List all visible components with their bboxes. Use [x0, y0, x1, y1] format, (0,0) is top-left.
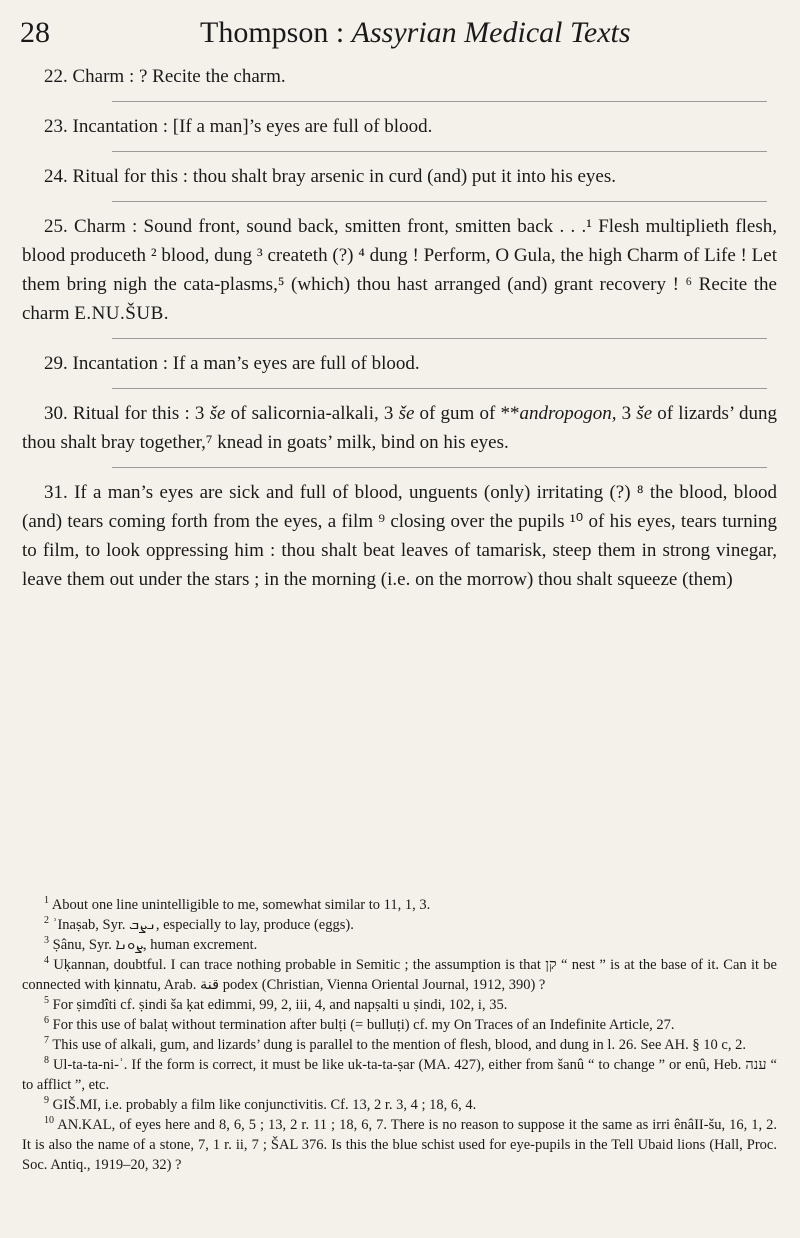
footnote	[22, 1015, 777, 1035]
entry-30-part: of lizards’ dung thou shalt bray together,⁷ knead in goats’ milk, bind on his eyes.	[22, 403, 778, 453]
footnote	[22, 1035, 777, 1055]
footnote-text: ʾInaṣab, Syr. ܢܨܒ, especially to lay, produce (eggs).	[52, 917, 354, 933]
divider	[112, 201, 767, 202]
footnote-marker: 6	[44, 1015, 49, 1027]
footnote-marker: 4	[44, 955, 49, 967]
divider	[112, 101, 767, 102]
footnotes	[22, 895, 777, 1175]
entry-30-part: 30. Ritual for this : 3	[44, 403, 210, 424]
divider	[112, 151, 767, 152]
entry-25-text: 25. Charm : Sound front, sound back, smitten front, smitten back . . .¹ Flesh multiplieth flesh, blood produceth ² blood, dung ³ createth (?) ⁴ dung ! Perform, O Gula, the high Charm of Life ! Let them bring nigh the cata-plasms,⁵ (which) thou hast arranged (and) grant recovery ! ⁶ Recite the charm	[22, 216, 777, 324]
entry-30-part: andropogon,	[519, 403, 617, 424]
footnote-text: Uḳannan, doubtful. I can trace nothing probable in Semitic ; the assumption is that קן “ nest ” is at the base of it. Can it be connected with ḳinnatu, Arab. قنة podex (Christian, Vienna Oriental Journal, 1912, 390) ?	[22, 957, 777, 993]
footnote-marker: 5	[44, 995, 49, 1007]
divider	[112, 467, 767, 468]
footnote-text: Ṣânu, Syr. ܨܘܢܐ, human excrement.	[52, 937, 258, 953]
entry-24: 24. Ritual for this : thou shalt bray arsenic in curd (and) put it into his eyes.	[44, 166, 617, 187]
footnote-text: This use of alkali, gum, and lizards’ dung is parallel to the mention of flesh, blood, and dung in l. 26. See AH. § 10 c, 2.	[52, 1037, 746, 1053]
entry-30	[22, 399, 777, 457]
divider	[112, 388, 767, 389]
entry-25-sumerogram: E.NU.ŠUB.	[74, 303, 169, 324]
footnote	[22, 1095, 777, 1115]
entry-29: 29. Incantation : If a man’s eyes are full of blood.	[44, 353, 420, 374]
footnote-text: About one line unintelligible to me, somewhat similar to 11, 1, 3.	[51, 897, 431, 913]
footnote-marker: 9	[44, 1095, 49, 1107]
running-title	[200, 16, 631, 50]
footnote	[22, 955, 777, 995]
entry-25	[22, 212, 777, 328]
footnote-marker: 1	[44, 895, 49, 907]
footnote	[22, 1115, 777, 1175]
entry-30-part: še	[636, 403, 653, 424]
running-header	[0, 12, 800, 52]
footnote	[22, 915, 777, 935]
entry-22: 22. Charm : ? Recite the charm.	[44, 66, 286, 87]
entry-30-part: še	[209, 403, 226, 424]
footnote-text: GIŠ.MI, i.e. probably a film like conjunctivitis. Cf. 13, 2 r. 3, 4 ; 18, 6, 4.	[52, 1097, 477, 1113]
footnote-text: For ṣimdîti cf. ṣindi ša ḳat edimmi, 99, 2, iii, 4, and napṣalti u ṣindi, 102, i, 35.	[52, 997, 508, 1013]
footnote	[22, 1055, 777, 1095]
page-number: 28	[20, 16, 50, 49]
footnote-marker: 10	[44, 1115, 54, 1127]
footnote	[22, 895, 777, 915]
footnote-marker: 2	[44, 915, 49, 927]
footnote	[22, 995, 777, 1015]
entry-31: 31. If a man’s eyes are sick and full of blood, unguents (only) irritating (?) ⁸ the blood, blood (and) tears coming forth from the eyes, a film ⁹ closing over the pupils ¹⁰ of his eyes, tears turning to film, to look oppressing him : thou shalt beat leaves of tamarisk, steep them in strong vinegar, leave them out under the stars ; in the morning (i.e. on the morrow) thou shalt squeeze (them)	[22, 482, 777, 590]
footnote-marker: 8	[44, 1055, 49, 1067]
main-text	[22, 62, 777, 594]
entry-30-part: of salicornia-alkali, 3	[225, 403, 399, 424]
divider	[112, 338, 767, 339]
footnote	[22, 935, 777, 955]
footnote-marker: 3	[44, 935, 49, 947]
footnote-text: AN.KAL, of eyes here and 8, 6, 5 ; 13, 2 r. 11 ; 18, 6, 7. There is no reason to suppose it the same as irri ênâII-šu, 16, 1, 2. It is also the name of a stone, 7, 1 r. ii, 7 ; ŠAL 376. Is this the blue schist used for eye-pupils in the Tell Ubaid lions (Hall, Proc. Soc. Antiq., 1919–20, 32) ?	[22, 1117, 778, 1173]
footnote-text: Ul-ta-ta-ni-ʾ. If the form is correct, it must be like uk-ta-ta-ṣar (MA. 427), either from šanû “ to change ” or enû, Heb. ענה “ to afflict ”, etc.	[22, 1057, 777, 1093]
running-title-work: Assyrian Medical Texts	[351, 16, 631, 49]
entry-30-part: 3	[616, 403, 637, 424]
footnote-marker: 7	[44, 1035, 49, 1047]
entry-30-part: še	[398, 403, 415, 424]
footnote-text: For this use of balaṭ without termination after bulṭi (= bulluṭi) cf. my On Traces of an Indefinite Article, 27.	[52, 1017, 675, 1033]
running-title-author: Thompson :	[200, 16, 352, 49]
entry-23: 23. Incantation : [If a man]’s eyes are full of blood.	[44, 116, 433, 137]
entry-30-part: of gum of **	[414, 403, 520, 424]
